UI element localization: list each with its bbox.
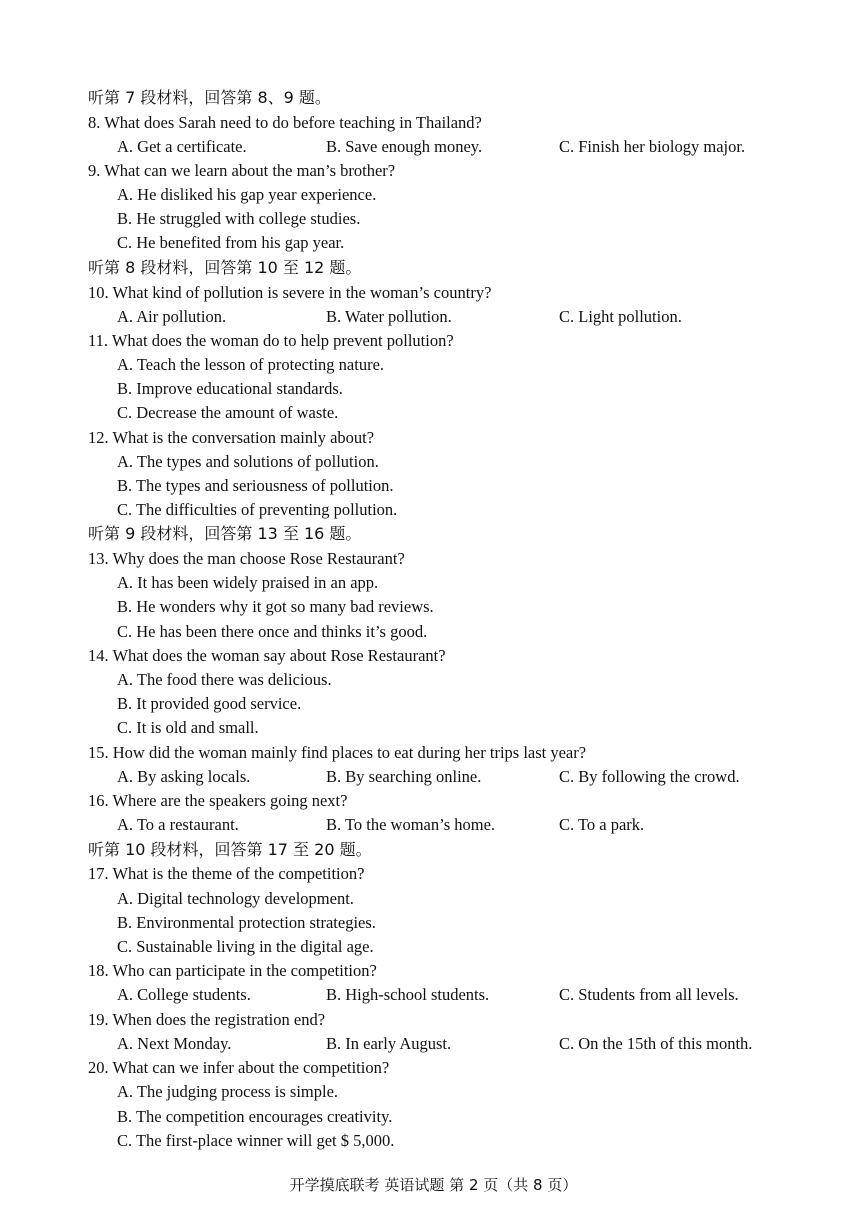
option-16a: A. To a restaurant. <box>117 815 239 834</box>
options-row-15 <box>0 765 867 789</box>
option-17b: B. Environmental protection strategies. <box>117 913 376 932</box>
option-14b: B. It provided good service. <box>117 694 302 713</box>
option-18c: C. Students from all levels. <box>559 985 739 1004</box>
option-8a: A. Get a certificate. <box>117 137 247 156</box>
option-12b: B. The types and seriousness of pollution. <box>117 476 394 495</box>
option-13a: A. It has been widely praised in an app. <box>117 573 379 592</box>
option-15a: A. By asking locals. <box>117 767 251 786</box>
option-20c: C. The first-place winner will get $ 5,000. <box>117 1131 395 1150</box>
options-row-19 <box>0 1032 867 1056</box>
option-18b: B. High-school students. <box>326 985 490 1004</box>
question-12: 12. What is the conversation mainly about? <box>88 428 375 447</box>
option-12a: A. The types and solutions of pollution. <box>117 452 379 471</box>
section-heading-7: 听第 7 段材料，回答第 8、9 题。 <box>88 88 331 107</box>
option-11c: C. Decrease the amount of waste. <box>117 403 339 422</box>
options-row-16 <box>0 813 867 837</box>
option-20a: A. The judging process is simple. <box>117 1082 339 1101</box>
option-11b: B. Improve educational standards. <box>117 379 343 398</box>
option-8b: B. Save enough money. <box>326 137 483 156</box>
option-12c: C. The difficulties of preventing pollution. <box>117 500 398 519</box>
option-14c: C. It is old and small. <box>117 718 259 737</box>
option-13c: C. He has been there once and thinks it’s good. <box>117 622 428 641</box>
option-19b: B. In early August. <box>326 1034 452 1053</box>
option-8c: C. Finish her biology major. <box>559 137 746 156</box>
question-20: 20. What can we infer about the competition? <box>88 1058 390 1077</box>
option-19a: A. Next Monday. <box>117 1034 232 1053</box>
options-row-18 <box>0 983 867 1007</box>
question-8: 8. What does Sarah need to do before teaching in Thailand? <box>88 113 482 132</box>
question-18: 18. Who can participate in the competition? <box>88 961 377 980</box>
option-16c: C. To a park. <box>559 815 645 834</box>
question-19: 19. When does the registration end? <box>88 1010 326 1029</box>
option-9a: A. He disliked his gap year experience. <box>117 185 377 204</box>
question-11: 11. What does the woman do to help prevent pollution? <box>88 331 454 350</box>
options-row-8 <box>0 135 867 159</box>
option-17a: A. Digital technology development. <box>117 889 354 908</box>
option-17c: C. Sustainable living in the digital age. <box>117 937 374 956</box>
options-row-10 <box>0 305 867 329</box>
question-17: 17. What is the theme of the competition? <box>88 864 365 883</box>
option-10c: C. Light pollution. <box>559 307 682 326</box>
page-footer: 开学摸底联考 英语试题 第 2 页（共 8 页） <box>289 1176 578 1194</box>
option-15b: B. By searching online. <box>326 767 482 786</box>
question-9: 9. What can we learn about the man’s brother? <box>88 161 396 180</box>
question-14: 14. What does the woman say about Rose Restaurant? <box>88 646 446 665</box>
question-15: 15. How did the woman mainly find places to eat during her trips last year? <box>88 743 587 762</box>
option-13b: B. He wonders why it got so many bad reviews. <box>117 597 434 616</box>
option-9b: B. He struggled with college studies. <box>117 209 361 228</box>
option-14a: A. The food there was delicious. <box>117 670 332 689</box>
option-15c: C. By following the crowd. <box>559 767 740 786</box>
section-heading-10: 听第 10 段材料，回答第 17 至 20 题。 <box>88 840 372 859</box>
option-18a: A. College students. <box>117 985 251 1004</box>
option-16b: B. To the woman’s home. <box>326 815 496 834</box>
question-13: 13. Why does the man choose Rose Restaurant? <box>88 549 405 568</box>
option-11a: A. Teach the lesson of protecting nature. <box>117 355 385 374</box>
section-heading-8: 听第 8 段材料，回答第 10 至 12 题。 <box>88 258 362 277</box>
option-20b: B. The competition encourages creativity. <box>117 1107 393 1126</box>
option-10b: B. Water pollution. <box>326 307 452 326</box>
question-16: 16. Where are the speakers going next? <box>88 791 348 810</box>
option-9c: C. He benefited from his gap year. <box>117 233 345 252</box>
option-19c: C. On the 15th of this month. <box>559 1034 753 1053</box>
question-10: 10. What kind of pollution is severe in the woman’s country? <box>88 283 492 302</box>
option-10a: A. Air pollution. <box>117 307 227 326</box>
section-heading-9: 听第 9 段材料，回答第 13 至 16 题。 <box>88 524 362 543</box>
